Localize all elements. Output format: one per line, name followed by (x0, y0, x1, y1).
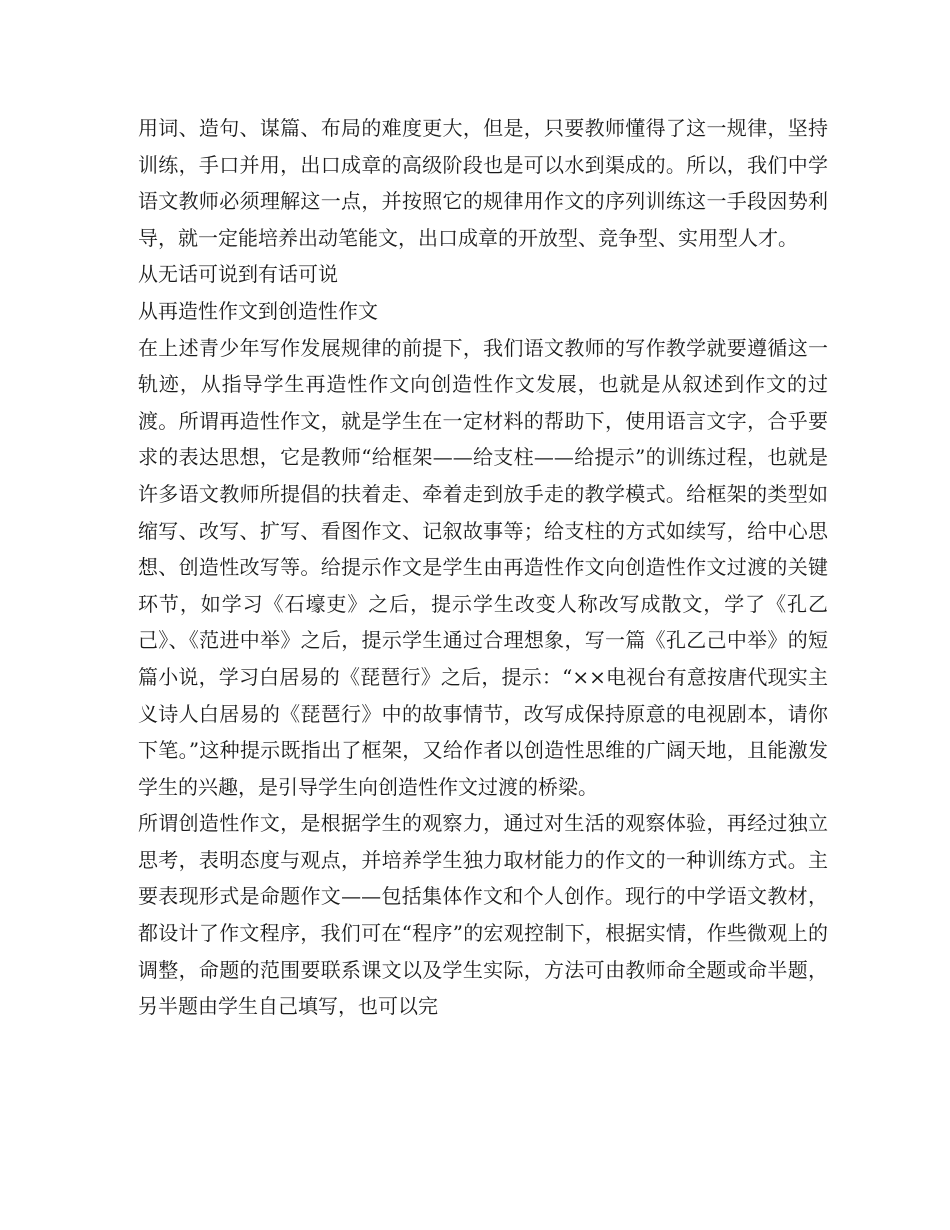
document-body (138, 110, 828, 1025)
paragraph-2: 在上述青少年写作发展规律的前提下，我们语文教师的写作教学就要遵循这一轨迹，从指导学生再造性作文向创造性作文发展，也就是从叙述到作文的过渡。所谓再造性作文，就是学生在一定材料的帮助下，使用语言文字，合乎要求的表达思想，它是教师“给框架——给支柱——给提示”的训练过程，也就是许多语文教师所提倡的扶着走、牵着走到放手走的教学模式。给框架的类型如缩写、改写、扩写、看图作文、记叙故事等；给支柱的方式如续写，给中心思想、创造性改写等。给提示作文是学生由再造性作文向创造性作文过渡的关键环节，如学习《石壕吏》之后，提示学生改变人称改写成散文，学了《孔乙己》、《范进中举》之后，提示学生通过合理想象，写一篇《孔乙己中举》的短篇小说，学习白居易的《琵琶行》之后，提示：“××电视台有意按唐代现实主义诗人白居易的《琵琶行》中的故事情节，改写成保持原意的电视剧本，请你下笔。”这种提示既指出了框架，又给作者以创造性思维的广阔天地，且能激发学生的兴趣，是引导学生向创造性作文过渡的桥梁。 (138, 335, 828, 799)
paragraph-3: 所谓创造性作文，是根据学生的观察力，通过对生活的观察体验，再经过独立思考，表明态度与观点，并培养学生独力取材能力的作文的一种训练方式。主要表现形式是命题作文——包括集体作文和个人创作。现行的中学语文教材，都设计了作文程序，我们可在“程序”的宏观控制下，根据实情，作些微观上的调整，命题的范围要联系课文以及学生实际，方法可由教师命全题或命半题，另半题由学生自己填写，也可以完 (138, 811, 828, 1019)
section-heading-2: 从再造性作文到创造性作文 (138, 298, 378, 323)
section-heading-1: 从无话可说到有话可说 (138, 262, 338, 287)
paragraph-1: 用词、造句、谋篇、布局的难度更大，但是，只要教师懂得了这一规律，坚持训练，手口并用，出口成章的高级阶段也是可以水到渠成的。所以，我们中学语文教师必须理解这一点，并按照它的规律用作文的序列训练这一手段因势利导，就一定能培养出动笔能文，出口成章的开放型、竞争型、实用型人才。 (138, 116, 828, 250)
